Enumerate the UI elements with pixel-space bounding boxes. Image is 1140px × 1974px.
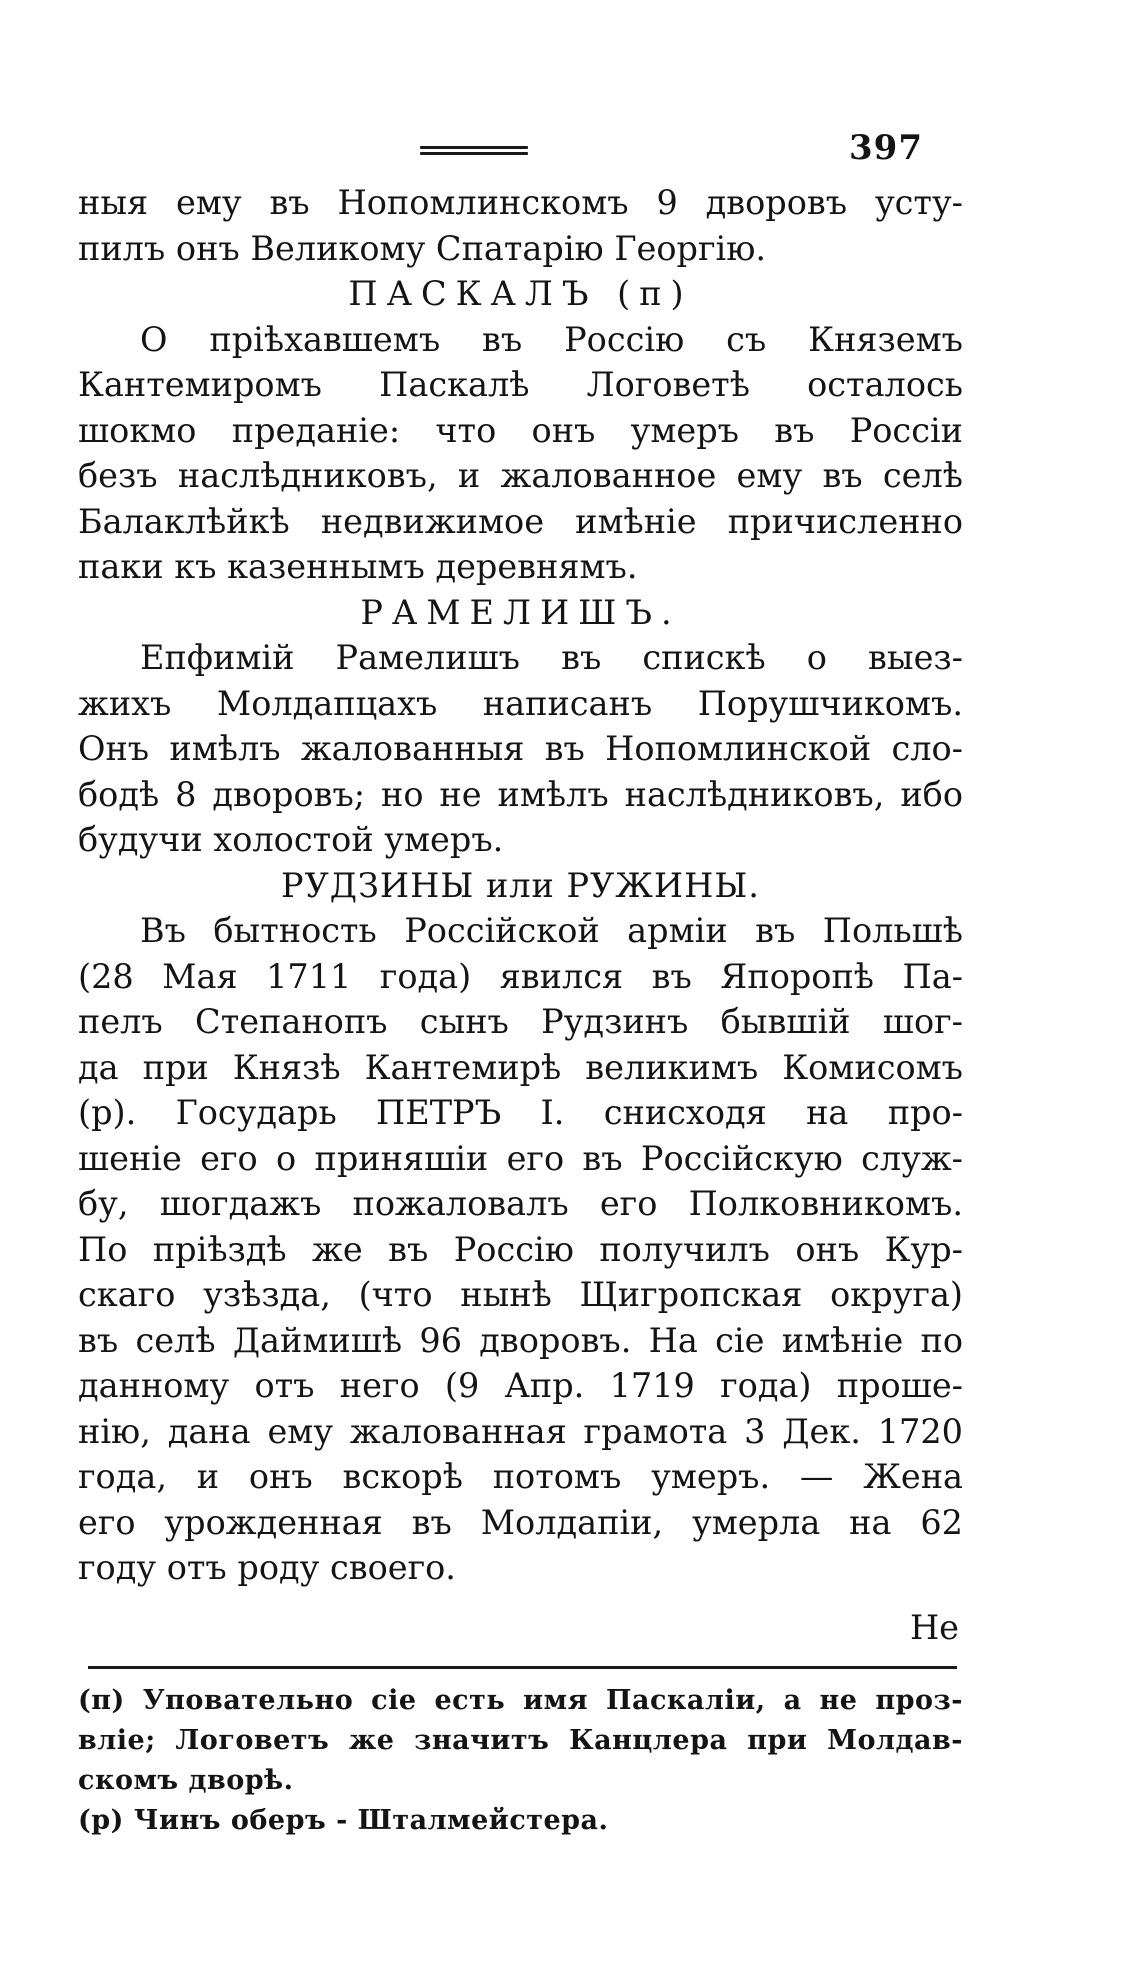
text-line: О пріѣхавшемъ въ Россію съ Княземъ xyxy=(140,319,963,359)
text-line: Балаклѣйкѣ недвижимое имѣніе причисленно xyxy=(78,501,963,541)
footnote-line: (р) Чинъ оберъ - Шталмейстера. xyxy=(78,1805,609,1836)
text-line: жихъ Молдапцахъ написанъ Порушчикомъ. xyxy=(78,683,963,723)
text-line: въ селѣ Даймишѣ 96 дворовъ. На сіе имѣніе по xyxy=(78,1320,963,1360)
section-heading-ramelish: РАМЕЛИШЪ. xyxy=(360,592,681,632)
text-line: бу, шогдажъ пожаловалъ его Полковникомъ. xyxy=(78,1184,963,1223)
footnote-line: скомъ дворѣ. xyxy=(78,1765,294,1796)
text-line: нію, дана ему жалованная грамота 3 Дек. 1720 xyxy=(78,1411,963,1451)
text-line: По пріѣздѣ же въ Россію получилъ онъ Кур- xyxy=(78,1229,963,1269)
text-line: бодѣ 8 дворовъ; но не имѣлъ наслѣдниковъ, ибо xyxy=(78,774,963,814)
text-line: Епфимій Рамелишъ въ спискѣ о выез- xyxy=(140,638,963,677)
text-line: Въ бытность Россійской арміи въ Польшѣ xyxy=(140,911,963,950)
text-line: да при Князѣ Кантемирѣ великимъ Комисомъ xyxy=(78,1047,963,1087)
main-text xyxy=(78,180,963,1650)
header-ornament xyxy=(420,146,528,160)
text-line: Кантемиромъ Паскалѣ Логоветѣ осталось xyxy=(78,365,963,404)
text-line: году отъ роду своего. xyxy=(78,1548,456,1587)
page-header xyxy=(78,120,963,180)
page-number: 397 xyxy=(849,128,923,168)
text-line: данному отъ него (9 Апр. 1719 года) проше- xyxy=(78,1366,963,1405)
section-heading-paskal: ПАСКАЛЪ (п) xyxy=(348,274,693,313)
section-heading-rudziny: РУДЗИНЫ или РУЖИНЫ. xyxy=(281,865,760,905)
footnote-line: вліе; Логоветъ же значитъ Канцлера при Молдав- xyxy=(78,1725,963,1756)
text-line: Онъ имѣлъ жалованныя въ Нопомлинской сло- xyxy=(78,729,963,768)
text-line: безъ наслѣдниковъ, и жалованное ему въ селѣ xyxy=(78,456,963,495)
text-line: ныя ему въ Нопомлинскомъ 9 дворовъ усту- xyxy=(78,183,963,222)
catchword: Не xyxy=(909,1607,959,1647)
footnote-line: (п) Уповательно сіе есть имя Паскаліи, а не проз- xyxy=(78,1685,963,1716)
text-line: пилъ онъ Великому Спатарію Георгію. xyxy=(78,228,767,268)
footnote-rule xyxy=(88,1666,957,1669)
text-line: (р). Государь ПЕТРЪ I. снисходя на про- xyxy=(78,1093,963,1132)
text-line: шеніе его о приняшіи его въ Россійскую служ- xyxy=(78,1138,963,1178)
text-line: его урожденная въ Молдапіи, умерла на 62 xyxy=(78,1502,963,1542)
text-line: скаго узѣзда, (что нынѣ Щигропская округа) xyxy=(78,1275,963,1314)
text-line: паки къ казеннымъ деревнямъ. xyxy=(78,547,638,586)
text-line: (28 Мая 1711 года) явился въ Япоропѣ Па- xyxy=(78,956,963,996)
footnotes xyxy=(78,1681,963,1841)
text-line: шокмо преданіе: что онъ умеръ въ Россіи xyxy=(78,410,963,450)
text-line: года, и онъ вскорѣ потомъ умеръ. — Жена xyxy=(78,1457,963,1496)
text-line: пелъ Степанопъ сынъ Рудзинъ бывшій шог- xyxy=(78,1002,963,1041)
text-line: будучи холостой умеръ. xyxy=(78,820,504,859)
book-page xyxy=(78,120,963,1900)
